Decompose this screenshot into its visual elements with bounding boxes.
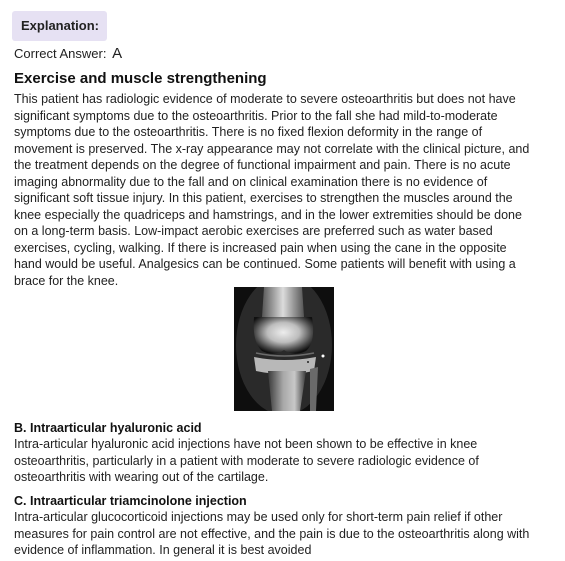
text-line: Intra-articular glucocorticoid injections may be used only for short-term pain relief if other bbox=[14, 510, 503, 524]
text-line: symptoms due to the osteoarthritis. There is no fixed flexion deformity in the range of bbox=[14, 125, 483, 139]
text-line: osteoarthritis with wearing out of the cartilage. bbox=[14, 470, 269, 484]
knee-xray-image bbox=[234, 287, 334, 411]
text-line: brace for the knee. bbox=[14, 273, 119, 288]
text-line: imaging abnormality due to the fall and on clinical examination there is no evidence of bbox=[14, 174, 488, 189]
explanation-badge: Explanation: bbox=[12, 11, 107, 41]
correct-answer bbox=[14, 46, 122, 62]
text-line: hand would be useful. Analgesics can be continued. Some patients will benefit with using a bbox=[14, 257, 516, 271]
text-line: osteoarthritis, particularly in a patient with moderate to severe radiologic evidence of bbox=[14, 453, 479, 468]
knee-xray-graphic bbox=[234, 287, 334, 411]
text-line: exercises, cycling, walking. If there is increased pain when using the cane in the opposite bbox=[14, 240, 507, 255]
text-line: significant soft tissue injury. In this patient, exercises to strengthen the muscles around the bbox=[14, 191, 513, 205]
text-line: the treatment depends on the degree of functional impairment and pain. There is no acute bbox=[14, 158, 511, 172]
answer-b-explanation bbox=[14, 436, 559, 486]
text-line: Intra-articular hyaluronic acid injections have not been shown to be effective in knee bbox=[14, 437, 478, 451]
text-line: significant symptoms due to the osteoarthritis. Prior to the fall she had mild-to-moderate bbox=[14, 108, 498, 123]
text-line: measures for pain control are not effective, and the pain is due to the osteoarthritis along with bbox=[14, 526, 530, 541]
text-line: knee especially the quadriceps and hamstrings, and in the lower extremities should be done bbox=[14, 207, 522, 222]
answer-a-explanation bbox=[14, 91, 559, 289]
answer-a-title: Exercise and muscle strengthening bbox=[14, 70, 267, 87]
text-line: movement is preserved. The x-ray appearance may not correlate with the clinical picture, and bbox=[14, 141, 530, 156]
text-line: evidence of inflammation. In general it is best avoided bbox=[14, 543, 312, 557]
answer-c-title: C. Intraarticular triamcinolone injection bbox=[14, 494, 247, 508]
correct-answer-value: A bbox=[112, 45, 123, 62]
correct-answer-label: Correct Answer: bbox=[14, 46, 107, 61]
answer-c-explanation bbox=[14, 509, 559, 559]
text-line: on a long-term basis. Low-impact aerobic exercises are preferred such as water based bbox=[14, 224, 493, 238]
answer-b-title: B. Intraarticular hyaluronic acid bbox=[14, 421, 202, 435]
text-line: This patient has radiologic evidence of moderate to severe osteoarthritis but does not have bbox=[14, 92, 516, 106]
